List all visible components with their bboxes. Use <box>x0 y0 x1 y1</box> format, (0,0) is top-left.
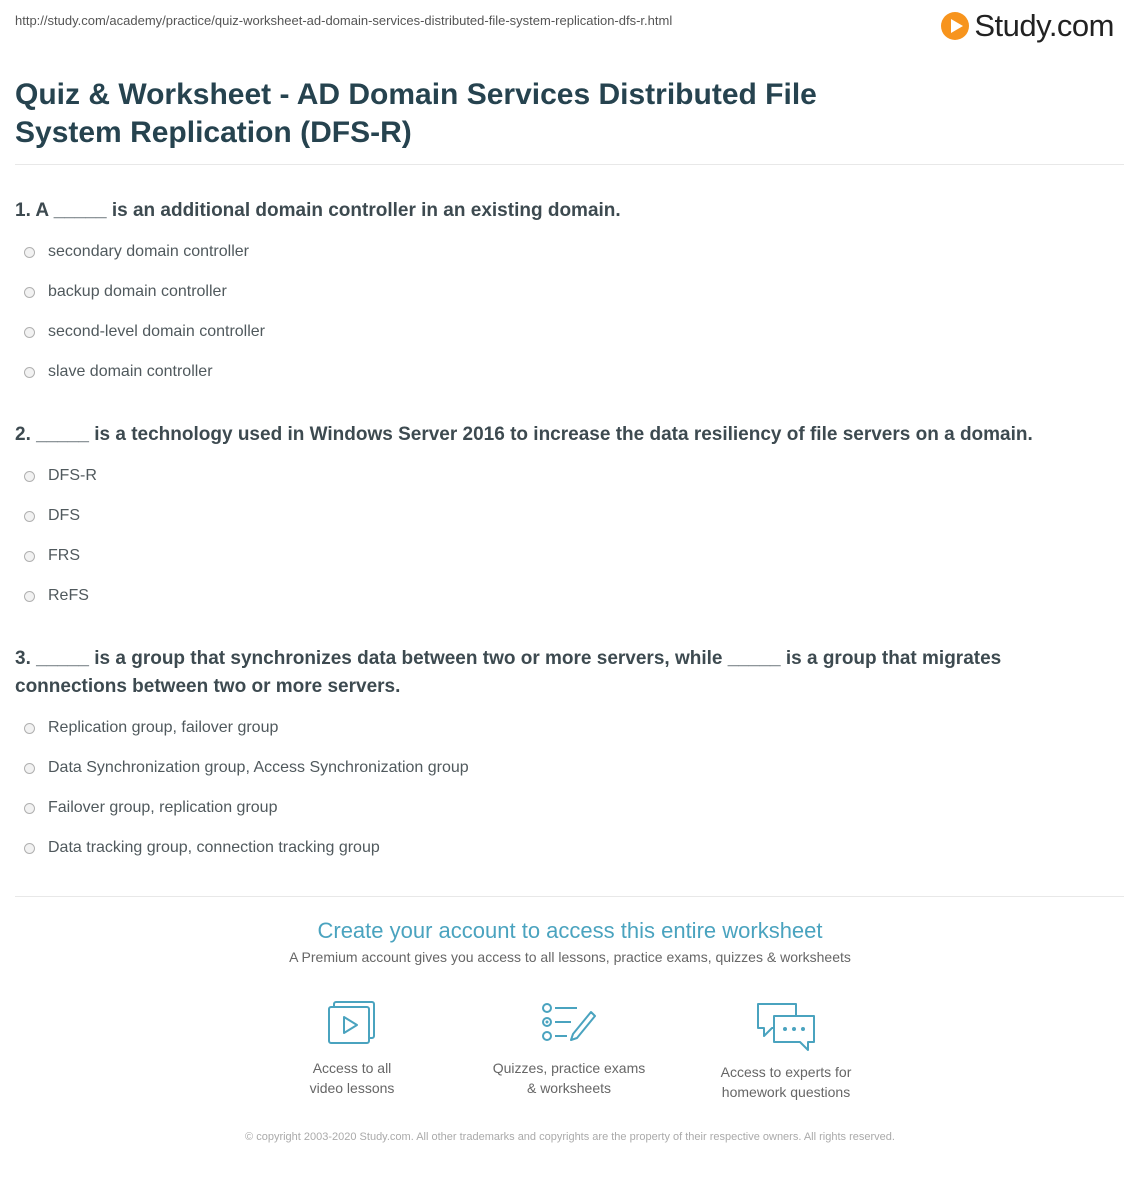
option-label: Failover group, replication group <box>48 799 278 816</box>
option-label: second-level domain controller <box>48 323 265 340</box>
radio-icon[interactable] <box>24 803 35 814</box>
chat-bubbles-icon <box>754 1000 818 1052</box>
feature-line: & worksheets <box>526 1080 612 1096</box>
answer-option[interactable] <box>24 545 80 567</box>
radio-icon[interactable] <box>24 511 35 522</box>
title-divider <box>15 164 1124 165</box>
radio-icon[interactable] <box>24 551 35 562</box>
option-label: backup domain controller <box>48 283 227 300</box>
question-1: 1. A _____ is an additional domain controller in an existing domain. <box>15 200 621 221</box>
create-account-link[interactable]: Create your account to access this entire worksheet <box>317 918 823 943</box>
option-label: Data Synchronization group, Access Synchronization group <box>48 759 469 776</box>
feature-video-lessons <box>262 1000 442 1098</box>
video-lessons-icon <box>324 1000 380 1048</box>
radio-icon[interactable] <box>24 247 35 258</box>
answer-option[interactable] <box>24 585 89 607</box>
option-label: Replication group, failover group <box>48 719 279 736</box>
study-logo[interactable] <box>940 8 1114 44</box>
feature-quizzes <box>479 1000 659 1098</box>
radio-icon[interactable] <box>24 843 35 854</box>
feature-line: video lessons <box>309 1080 395 1096</box>
feature-line: homework questions <box>721 1084 851 1100</box>
option-label: ReFS <box>48 587 89 604</box>
answer-option[interactable] <box>24 717 278 739</box>
answer-option[interactable] <box>24 797 277 819</box>
radio-icon[interactable] <box>24 367 35 378</box>
option-label: FRS <box>48 547 80 564</box>
option-label: Data tracking group, connection tracking group <box>48 839 380 856</box>
answer-option[interactable] <box>24 241 249 263</box>
answer-option[interactable] <box>24 281 227 303</box>
page-url: http://study.com/academy/practice/quiz-worksheet-ad-domain-services-distributed-file-system-replication-dfs-r.html <box>15 13 673 28</box>
quiz-checklist-icon <box>539 1000 599 1048</box>
radio-icon[interactable] <box>24 471 35 482</box>
answer-option[interactable] <box>24 837 380 859</box>
radio-icon[interactable] <box>24 763 35 774</box>
cta-subtitle: A Premium account gives you access to all lessons, practice exams, quizzes & worksheets <box>289 949 851 965</box>
cta-divider <box>15 896 1124 897</box>
radio-icon[interactable] <box>24 723 35 734</box>
page-title: Quiz & Worksheet - AD Domain Services Distributed File System Replication (DFS-R) <box>15 78 817 149</box>
play-circle-icon <box>940 11 970 41</box>
feature-line: Access to all <box>312 1060 392 1076</box>
option-label: DFS <box>48 507 80 524</box>
answer-option[interactable] <box>24 757 469 779</box>
answer-option[interactable] <box>24 505 80 527</box>
question-3: 3. _____ is a group that synchronizes data between two or more servers, while _____ is a group that migrates connections between two or more servers. <box>15 648 1002 697</box>
radio-icon[interactable] <box>24 327 35 338</box>
answer-option[interactable] <box>24 465 97 487</box>
radio-icon[interactable] <box>24 591 35 602</box>
feature-line: Access to experts for <box>720 1064 852 1080</box>
option-label: slave domain controller <box>48 363 213 380</box>
feature-line: Quizzes, practice exams <box>492 1060 646 1076</box>
answer-option[interactable] <box>24 321 265 343</box>
radio-icon[interactable] <box>24 287 35 298</box>
logo-text: Study.com <box>974 8 1114 43</box>
copyright-text: © copyright 2003-2020 Study.com. All other trademarks and copyrights are the property of their respective owners. All rights reserved. <box>245 1131 895 1143</box>
feature-experts <box>696 1000 876 1102</box>
answer-option[interactable] <box>24 361 213 383</box>
question-2: 2. _____ is a technology used in Windows Server 2016 to increase the data resiliency of file servers on a domain. <box>15 424 1033 445</box>
option-label: secondary domain controller <box>48 243 249 260</box>
option-label: DFS-R <box>48 467 97 484</box>
